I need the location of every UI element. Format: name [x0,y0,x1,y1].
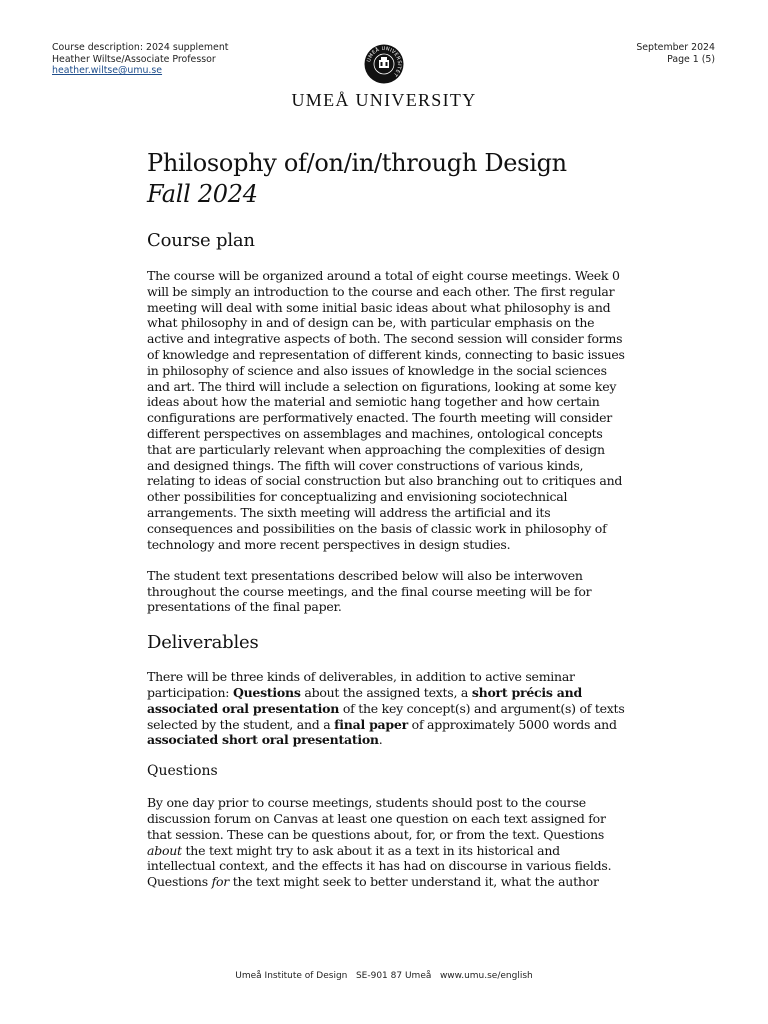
course-plan-heading: Course plan [147,230,255,251]
course-plan-paragraph-2: The student text presentations described below will also be interwoven throughout the course meetings, and the final course meeting will be for presentations of the final paper. [147,567,592,615]
deliverable-oral-presentation: associated short oral presentation [147,732,379,748]
document-title [147,148,625,210]
header-course-description: Course description: 2024 supplement [52,42,229,53]
page-footer: Umeå Institute of Design SE-901 87 Umeå www.umu.se/english [235,971,533,981]
deliverable-precis: short précis and associated oral presentation [147,685,582,716]
header-date: September 2024 [636,42,715,53]
university-name: UMEÅ UNIVERSITY [291,90,477,110]
main-content [147,148,625,890]
deliverable-questions: Questions [232,685,301,701]
seal-text: UMEÅ UNIVERSITET [366,45,403,78]
course-plan-paragraph-1: The course will be organized around a total of eight course meetings. Week 0 will be simply an introduction to the course and each other. The first regular meeting will deal with some initial basic ideas about what philosophy is and what philosophy in and of design can be, with particular emphasis on the active and integrative aspects of both. The second session will consider forms of knowledge and representation of different kinds, connecting to basic issues in philosophy of science and also issues of knowledge in the social sciences and art. The third will include a selection on figurations, looking at some key ideas about how the material and semiotic hang together and how certain configurations are performatively enacted. The fourth meeting will consider different perspectives on assemblages and machines, ontological concepts that are particularly relevant when approaching the complexities of design and designed things. The fifth will cover constructions of various kinds, relating to ideas of social construction but also branching out to critiques and other possibilities for conceptualizing and envisioning sociotechnical arrangements. The sixth meeting will address the artificial and its consequences and possibilities on the basis of classic work in philosophy of technology and more recent perspectives in design studies. [147,268,625,552]
university-logo [0,44,768,111]
questions-paragraph: By one day prior to course meetings, students should post to the course discussion forum on Canvas at least one question on each text assigned for that session. These can be questions about, for, or from the text. Questions about the text might try to ask about it as a text in its historical and intellectual context, and the effects it has had on discourse in various fields. Questions for the text might seek to better understand it, what the author [147,795,612,890]
deliverable-final-paper: final paper [334,716,408,732]
title-term: Fall 2024 [147,180,258,208]
header-email-link[interactable]: heather.wiltse@umu.se [52,65,163,77]
header-page-number: Page 1 (5) [667,53,715,65]
questions-heading: Questions [147,763,218,780]
university-seal-icon [364,44,404,84]
title-main: Philosophy of/on/in/through Design [147,149,567,177]
header-author: Heather Wiltse/Associate Professor [52,53,216,65]
deliverables-paragraph: There will be three kinds of deliverables, in addition to active seminar participation: Questions about the assigned texts, a short précis and associated oral presentation of the key concept(s) and argument(s) of texts selected by the student, and a final paper of approximately 5000 words and associated short oral presentation. [147,669,625,748]
deliverables-heading: Deliverables [147,632,259,654]
